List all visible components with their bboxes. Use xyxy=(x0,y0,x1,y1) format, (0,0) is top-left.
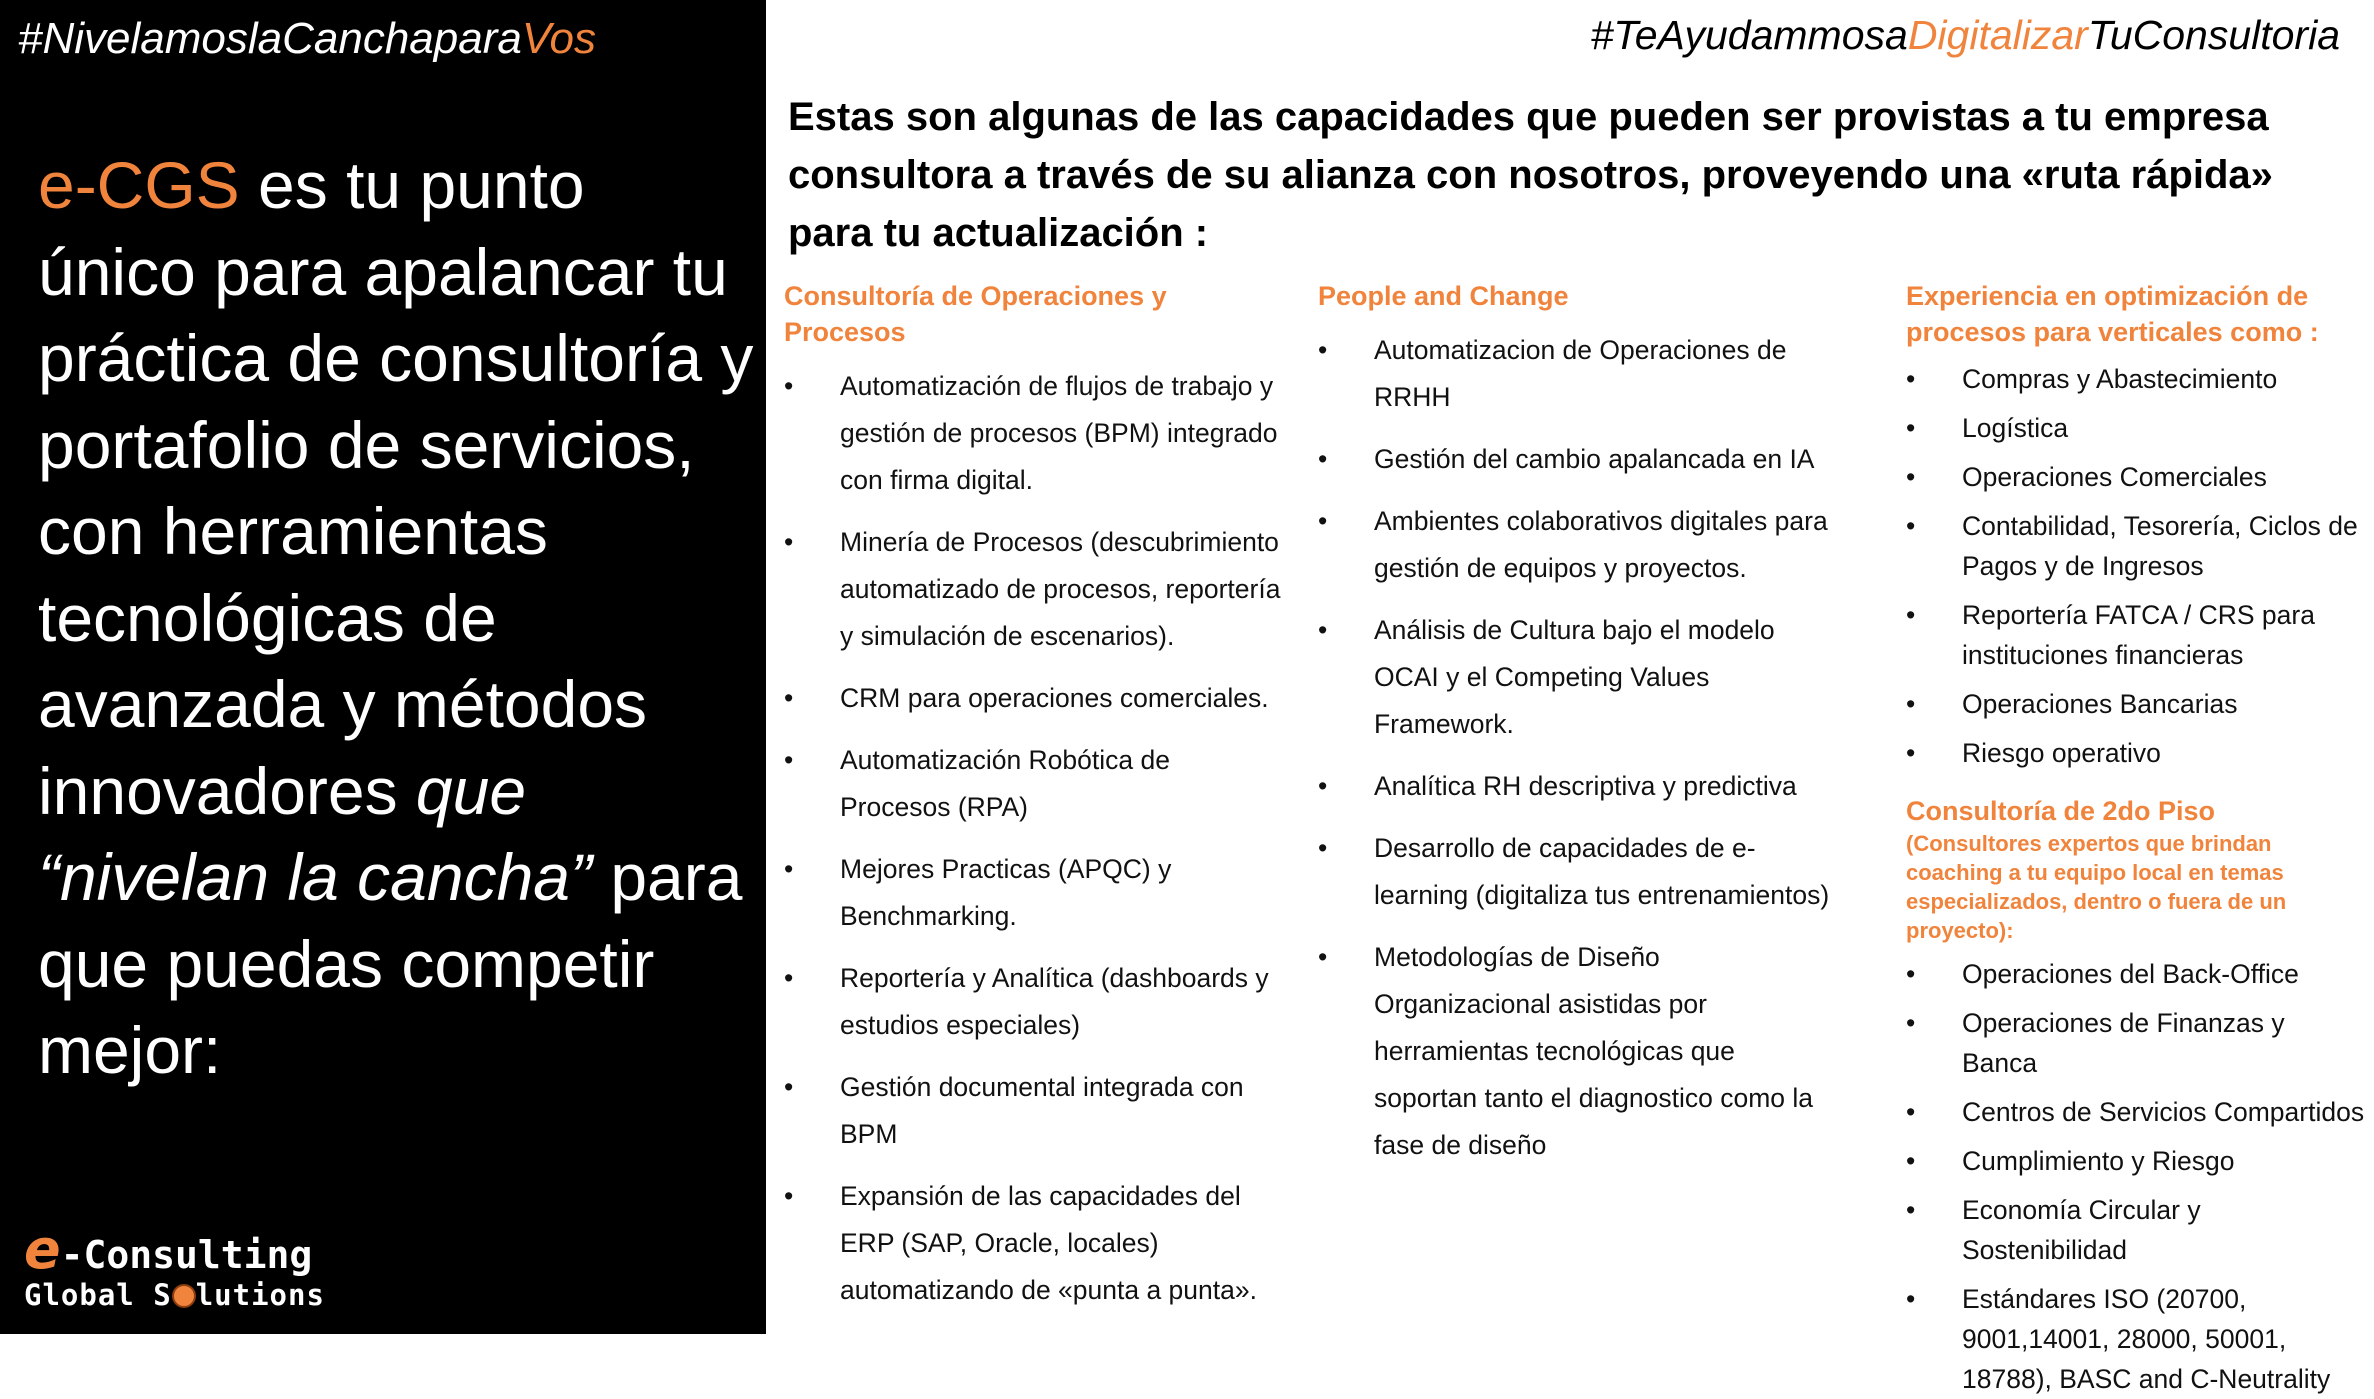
left-hashtag-highlight: Vos xyxy=(521,14,597,63)
column-verticals xyxy=(1906,278,2366,1399)
list-item-text: Gestión del cambio apalancada en IA xyxy=(1374,444,1815,474)
pitch-text-1: es tu punto único para apalancar tu práctica de consultoría y portafolio de servicios, con herramientas tecnológicas de avanzada y métodos innovadores xyxy=(38,148,754,828)
second-floor-subtitle: (Consultores expertos que brindan coaching a tu equipo local en temas especializados, dentro o fuera de un proyecto): xyxy=(1906,831,2287,943)
bullet-icon: • xyxy=(1318,335,1328,365)
list-item xyxy=(1906,408,2366,448)
list-item xyxy=(784,519,1284,660)
list-item xyxy=(1906,359,2366,399)
list-item-text: Expansión de las capacidades del ERP (SAP, Oracle, locales) automatizando de «punta a punta». xyxy=(840,1181,1257,1305)
right-hashtag-prefix: #TeAyudammosa xyxy=(1590,12,1908,58)
second-floor-title: Consultoría de 2do Piso xyxy=(1906,796,2216,826)
list-item-text: Minería de Procesos (descubrimiento automatizado de procesos, reportería y simulación de escenarios). xyxy=(840,527,1281,651)
bullet-icon: • xyxy=(1906,1284,1916,1314)
bullet-icon: • xyxy=(784,1072,794,1102)
right-hashtag xyxy=(1591,12,2340,59)
list-item-text: Compras y Abastecimiento xyxy=(1962,364,2278,394)
bullet-icon: • xyxy=(1906,413,1916,443)
right-hashtag-highlight: Digitalizar xyxy=(1907,12,2088,58)
bullet-icon: • xyxy=(1906,689,1916,719)
list-item xyxy=(784,1173,1284,1314)
column-operations xyxy=(784,278,1284,1314)
list-item xyxy=(1906,595,2366,675)
list-item-text: Analítica RH descriptiva y predictiva xyxy=(1374,771,1797,801)
bullet-icon: • xyxy=(784,745,794,775)
list-item xyxy=(1318,498,1838,592)
column-people-title: People and Change xyxy=(1318,281,1569,311)
list-item-text: Operaciones del Back-Office xyxy=(1962,959,2299,989)
list-item-text: Economía Circular y Sostenibilidad xyxy=(1962,1195,2201,1265)
column-operations-title: Consultoría de Operaciones y Procesos xyxy=(784,281,1167,347)
left-panel xyxy=(0,0,766,1334)
list-item xyxy=(1906,733,2366,773)
column-people xyxy=(1318,278,1838,1169)
bullet-icon: • xyxy=(1906,959,1916,989)
bullet-icon: • xyxy=(1318,833,1328,863)
bullet-icon: • xyxy=(1318,444,1328,474)
bullet-icon: • xyxy=(1906,1195,1916,1225)
list-item xyxy=(1318,763,1838,810)
left-hashtag-prefix: #NivelamoslaCanchapara xyxy=(18,14,522,63)
second-floor-list xyxy=(1906,954,2366,1399)
list-item-text: Automatizacion de Operaciones de RRHH xyxy=(1374,335,1787,412)
bullet-icon: • xyxy=(1906,600,1916,630)
list-item-text: Metodologías de Diseño Organizacional asistidas por herramientas tecnológicas que soportan tanto el diagnostico como la fase de diseño xyxy=(1374,942,1813,1160)
list-item-text: Operaciones Comerciales xyxy=(1962,462,2267,492)
list-item-text: Automatización de flujos de trabajo y gestión de procesos (BPM) integrado con firma digital. xyxy=(840,371,1278,495)
list-item xyxy=(1906,1279,2366,1399)
list-item-text: Mejores Practicas (APQC) y Benchmarking. xyxy=(840,854,1172,931)
verticals-list xyxy=(1906,359,2366,773)
logo-line2-b: lutions xyxy=(195,1278,325,1312)
list-item xyxy=(1906,1092,2366,1132)
pitch-text-2: para que puedas competir mejor: xyxy=(38,840,743,1087)
list-item xyxy=(1906,954,2366,994)
globe-icon xyxy=(172,1284,196,1308)
bullet-icon: • xyxy=(784,1181,794,1211)
intro-heading: Estas son algunas de las capacidades que pueden ser provistas a tu empresa consultora a través de su alianza con nosotros, proveyendo una «ruta rápida» para tu actualización : xyxy=(788,95,2273,255)
bullet-icon: • xyxy=(1906,1146,1916,1176)
list-item-text: Gestión documental integrada con BPM xyxy=(840,1072,1244,1149)
left-hashtag xyxy=(18,14,596,64)
list-item xyxy=(1906,1190,2366,1270)
list-item-text: Operaciones Bancarias xyxy=(1962,689,2238,719)
bullet-icon: • xyxy=(1906,364,1916,394)
bullet-icon: • xyxy=(1906,462,1916,492)
bullet-icon: • xyxy=(1318,771,1328,801)
list-item-text: Contabilidad, Tesorería, Ciclos de Pagos y de Ingresos xyxy=(1962,511,2358,581)
list-item-text: Automatización Robótica de Procesos (RPA) xyxy=(840,745,1170,822)
bullet-icon: • xyxy=(1318,615,1328,645)
list-item xyxy=(1906,457,2366,497)
list-item xyxy=(1906,506,2366,586)
bullet-icon: • xyxy=(1906,1008,1916,1038)
list-item xyxy=(784,737,1284,831)
bullet-icon: • xyxy=(1906,1097,1916,1127)
list-item xyxy=(1906,684,2366,724)
bullet-icon: • xyxy=(1318,942,1328,972)
logo-e: e xyxy=(24,1218,61,1281)
bullet-icon: • xyxy=(784,963,794,993)
pitch-brand: e-CGS xyxy=(38,148,240,222)
list-item-text: CRM para operaciones comerciales. xyxy=(840,683,1269,713)
column-verticals-title: Experiencia en optimización de procesos para verticales como : xyxy=(1906,281,2319,347)
list-item xyxy=(1318,934,1838,1169)
list-item xyxy=(1318,825,1838,919)
list-item xyxy=(784,1064,1284,1158)
list-item xyxy=(1318,436,1838,483)
list-item xyxy=(784,363,1284,504)
list-item-text: Ambientes colaborativos digitales para gestión de equipos y proyectos. xyxy=(1374,506,1828,583)
bullet-icon: • xyxy=(1906,738,1916,768)
bullet-icon: • xyxy=(1906,511,1916,541)
list-item xyxy=(1318,607,1838,748)
people-list xyxy=(1318,327,1838,1169)
operations-list xyxy=(784,363,1284,1314)
list-item xyxy=(784,675,1284,722)
list-item xyxy=(1906,1141,2366,1181)
bullet-icon: • xyxy=(784,854,794,884)
list-item xyxy=(1318,327,1838,421)
logo-line1: -Consulting xyxy=(60,1233,313,1277)
company-logo xyxy=(24,1218,325,1313)
list-item-text: Riesgo operativo xyxy=(1962,738,2161,768)
list-item-text: Análisis de Cultura bajo el modelo OCAI y el Competing Values Framework. xyxy=(1374,615,1775,739)
list-item-text: Logística xyxy=(1962,413,2069,443)
bullet-icon: • xyxy=(784,371,794,401)
list-item-text: Centros de Servicios Compartidos xyxy=(1962,1097,2365,1127)
bullet-icon: • xyxy=(1318,506,1328,536)
list-item-text: Cumplimiento y Riesgo xyxy=(1962,1146,2235,1176)
right-hashtag-suffix: TuConsultoria xyxy=(2087,12,2340,58)
pitch-italic: que “nivelan la cancha” xyxy=(38,753,592,914)
value-proposition xyxy=(38,142,758,1094)
list-item xyxy=(784,846,1284,940)
logo-line2-a: Global S xyxy=(24,1278,172,1312)
bullet-icon: • xyxy=(784,527,794,557)
list-item-text: Estándares ISO (20700, 9001,14001, 28000, 50001, 18788), BASC and C-Neutrality xyxy=(1962,1284,2331,1394)
list-item-text: Operaciones de Finanzas y Banca xyxy=(1962,1008,2285,1078)
list-item-text: Desarrollo de capacidades de e-learning (digitaliza tus entrenamientos) xyxy=(1374,833,1830,910)
list-item-text: Reportería FATCA / CRS para instituciones financieras xyxy=(1962,600,2315,670)
list-item xyxy=(784,955,1284,1049)
list-item-text: Reportería y Analítica (dashboards y estudios especiales) xyxy=(840,963,1269,1040)
list-item xyxy=(1906,1003,2366,1083)
bullet-icon: • xyxy=(784,683,794,713)
